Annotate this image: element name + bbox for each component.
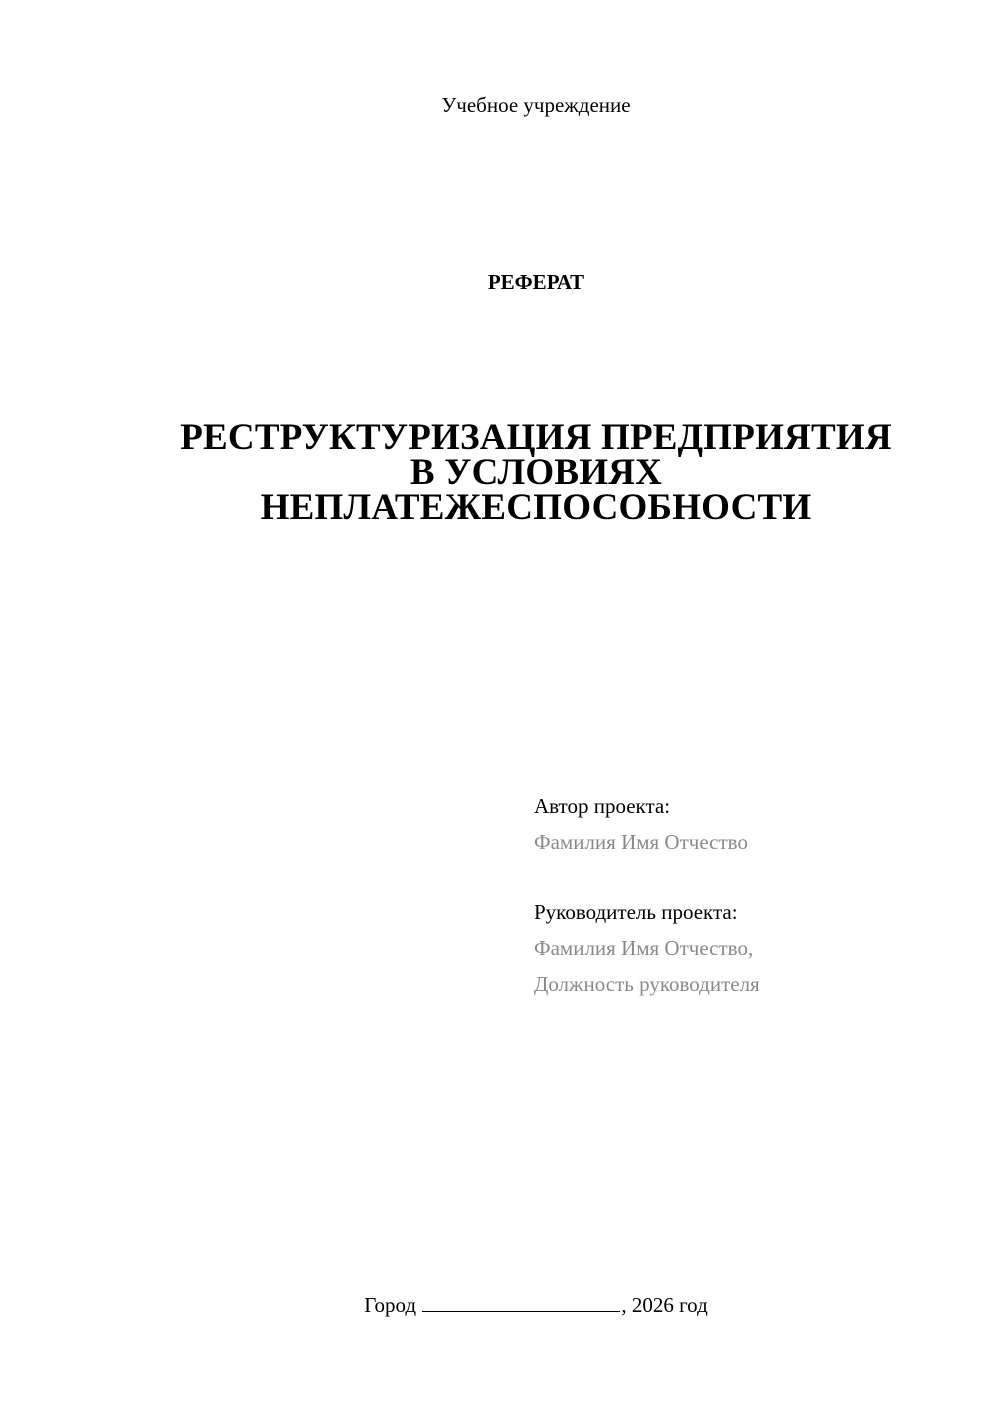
year-text: , 2026 год	[621, 1293, 708, 1317]
document-title	[100, 417, 972, 528]
credits-block	[534, 788, 974, 1036]
footer-city-year	[0, 1290, 1000, 1320]
title-line: РЕСТРУКТУРИЗАЦИЯ ПРЕДПРИЯТИЯ	[180, 417, 892, 458]
author-block	[534, 788, 974, 860]
author-label: Автор проекта:	[534, 794, 671, 818]
supervisor-label: Руководитель проекта:	[534, 900, 738, 924]
institution-name: Учебное учреждение	[441, 93, 631, 117]
title-line: НЕПЛАТЕЖЕСПОСОБНОСТИ	[260, 487, 812, 528]
city-label: Город	[364, 1293, 417, 1317]
supervisor-block	[534, 894, 974, 1002]
supervisor-name: Фамилия Имя Отчество,	[534, 936, 754, 960]
supervisor-position: Должность руководителя	[534, 972, 760, 996]
title-line: В УСЛОВИЯХ	[409, 452, 663, 493]
document-type: РЕФЕРАТ	[487, 270, 585, 294]
author-name: Фамилия Имя Отчество	[534, 830, 748, 854]
city-blank-line	[422, 1291, 620, 1312]
